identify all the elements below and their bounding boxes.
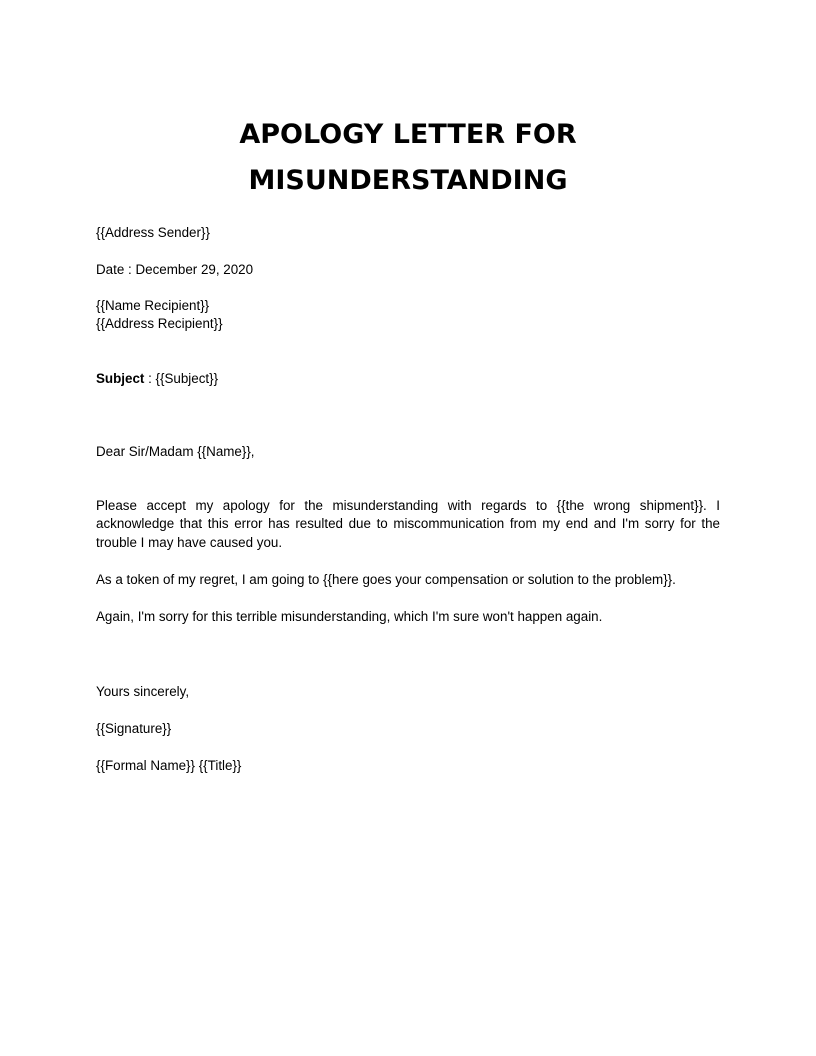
- subject-label: Subject: [96, 371, 145, 386]
- date-value: December 29, 2020: [135, 262, 254, 277]
- subject-line: [96, 370, 720, 388]
- title-line-2: MISUNDERSTANDING: [248, 165, 568, 196]
- formal-name-title: {{Formal Name}} {{Title}}: [96, 758, 242, 773]
- closing: Yours sincerely,: [96, 684, 190, 699]
- paragraph-compensation: As a token of my regret, I am going to {{here goes your compensation or solution to the problem}}.: [96, 572, 676, 587]
- recipient-block: [96, 297, 720, 334]
- paragraph-closing-apology: Again, I'm sorry for this terrible misunderstanding, which I'm sure won't happen again.: [96, 609, 603, 624]
- title-line-1: APOLOGY LETTER FOR: [239, 119, 577, 150]
- subject-value: : {{Subject}}: [144, 371, 219, 386]
- address-recipient: {{Address Recipient}}: [96, 316, 223, 332]
- page-title: [0, 112, 816, 204]
- address-sender: {{Address Sender}}: [96, 225, 210, 240]
- paragraph-apology: Please accept my apology for the misunderstanding with regards to {{the wrong shipment}}. I acknowledge that this error has resulted due to miscommunication from my end and I'm sorry for the trouble I may have caused you.: [96, 498, 720, 550]
- name-recipient: {{Name Recipient}}: [96, 298, 210, 313]
- signature: {{Signature}}: [96, 721, 172, 736]
- greeting: Dear Sir/Madam {{Name}},: [96, 444, 255, 459]
- date-label: Date :: [96, 262, 132, 277]
- date-line: [96, 261, 720, 279]
